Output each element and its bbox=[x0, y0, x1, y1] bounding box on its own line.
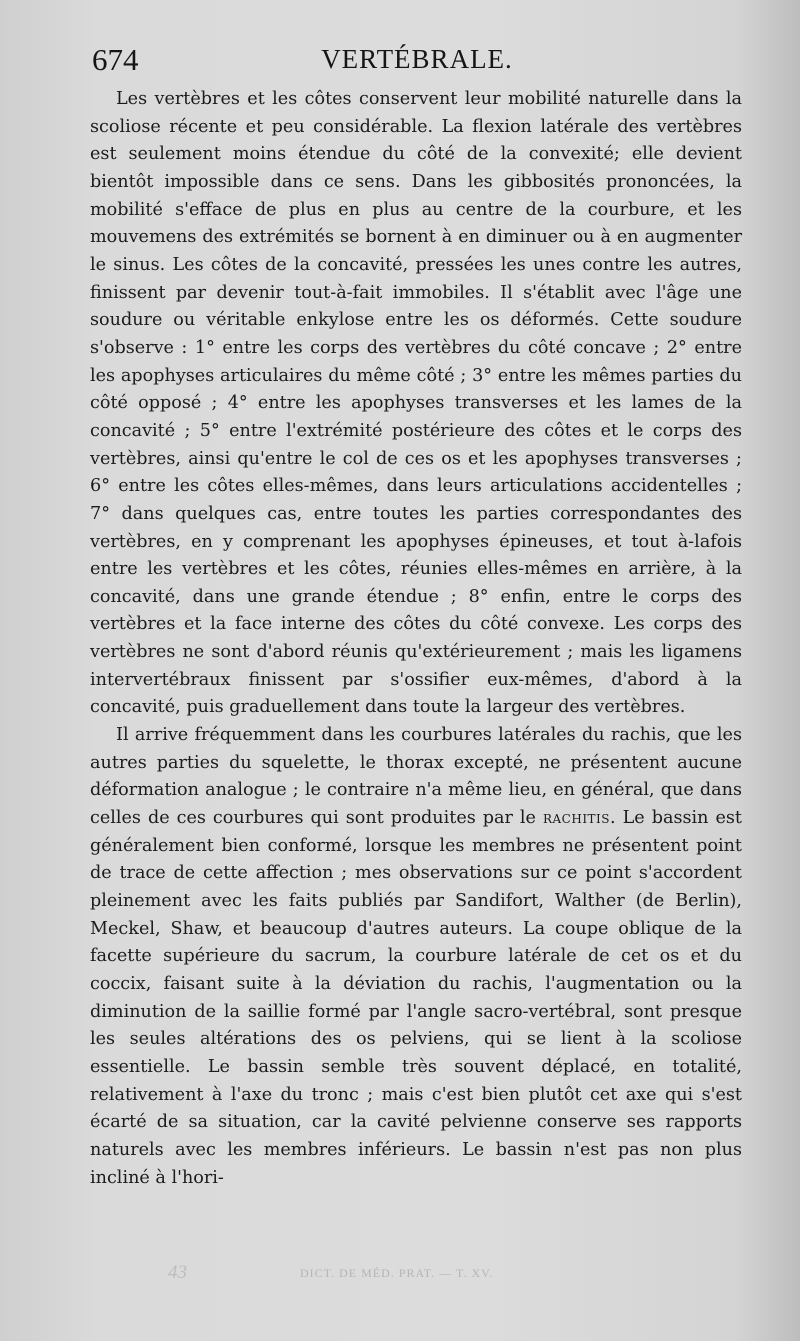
page-number: 674 bbox=[92, 42, 139, 77]
body-text bbox=[90, 86, 742, 1192]
page-footer bbox=[150, 1262, 750, 1292]
paragraph-2-text-end: . Le bassin est généralement bien conformé, lorsque les membres ne présentent point de trace de cette affection ; mes observations sur ce point s'accordent pleinement avec les faits publiés par Sandifort, Walther (de Berlin), Meckel, Shaw, et beaucoup d'autres auteurs. La coupe oblique de la facette supérieure du sacrum, la courbure latérale de cet os et du coccix, faisant suite à la déviation du rachis, l'augmentation ou la diminution de la saillie formé par l'angle sacro-vertébral, sont presque les seules altérations des os pelviens, qui se lient à la scoliose essentielle. Le bassin semble très souvent déplacé, en totalité, relativement à l'axe du tronc ; mais c'est bien plutôt cet axe qui s'est écarté de sa situation, car la cavité pelvienne conserve ses rapports naturels avec les membres inférieurs. Le bassin n'est pas non plus incliné à l'hori- bbox=[90, 808, 742, 1188]
paragraph-2 bbox=[90, 722, 742, 1192]
paragraph-1: Les vertèbres et les côtes conservent leur mobilité naturelle dans la scoliose récente et peu considérable. La flexion latérale des vertèbres est seulement moins étendue du côté de la convexité; elle devient bientôt impossible dans ce sens. Dans les gibbosités prononcées, la mobilité s'efface de plus en plus au centre de la courbure, et les mouvemens des extrémités se bornent à en diminuer ou à en augmenter le sinus. Les côtes de la concavité, pressées les unes contre les autres, finissent par devenir tout-à-fait immobiles. Il s'établit avec l'âge une soudure ou véritable enkylose entre les os déformés. Cette soudure s'observe : 1° entre les corps des vertèbres du côté concave ; 2° entre les apophyses articulaires du même côté ; 3° entre les mêmes parties du côté opposé ; 4° entre les apophyses transverses et les lames de la concavité ; 5° entre l'extrémité postérieure des côtes et le corps des vertèbres, ainsi qu'entre le col de ces os et les apophyses transverses ; 6° entre les côtes elles-mêmes, dans leurs articulations accidentelles ; 7° dans quelques cas, entre toutes les parties correspondantes des vertèbres, en y comprenant les apophyses épineuses, et tout à-lafois entre les vertèbres et les côtes, réunies elles-mêmes en arrière, à la concavité, dans une grande étendue ; 8° enfin, entre le corps des vertèbres et la face interne des côtes du côté convexe. Les corps des vertèbres ne sont d'abord réunis qu'extérieurement ; mais les ligamens intervertébraux finissent par s'ossifier eux-mêmes, d'abord à la concavité, puis graduellement dans toute la largeur des vertèbres. bbox=[90, 89, 742, 718]
signature-number: 43 bbox=[168, 1262, 187, 1283]
running-title: VERTÉBRALE. bbox=[321, 44, 513, 74]
paragraph-2-text-start: Il arrive fréquemment dans les courbures latérales du rachis, que les autres parties du squelette, le thorax excepté, ne présentent aucune déformation analogue ; le contraire n'a même lieu, en général, que dans celles de ces courbures qui sont produites par le bbox=[90, 725, 742, 829]
signature-text: DICT. DE MÉD. PRAT. — T. XV. bbox=[300, 1266, 494, 1280]
page-header bbox=[92, 42, 742, 82]
paragraph-2-smallcaps-term: rachitis bbox=[542, 808, 611, 829]
